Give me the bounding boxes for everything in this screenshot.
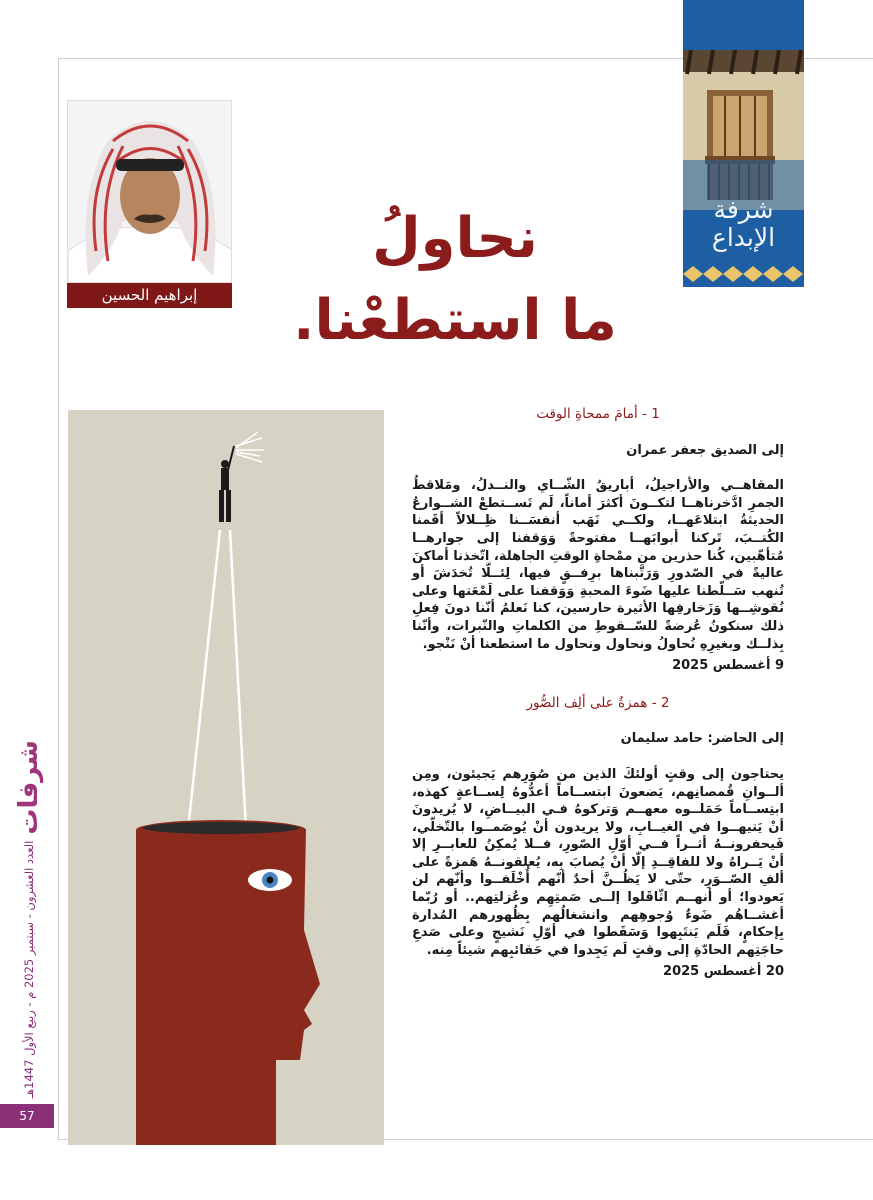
title-line2: ما استطعْنا. (293, 288, 617, 353)
magazine-spine (4, 740, 54, 1100)
illustration (68, 410, 384, 1145)
author-photo (67, 100, 232, 283)
section-1-date-text: 9 أغسطس 2025 (672, 658, 784, 674)
author-name: إبراهيم الحسين (67, 283, 232, 308)
issue-info: العدد العشرون - سبتمبر 2025 م - ربيع الأول 1447هـ (22, 840, 36, 1099)
section-2-date (412, 963, 784, 981)
section-1-date (412, 657, 784, 675)
section-2-body: يحتاجون إلى وقتٍ أولئكَ الذين من صُوَرِهم يَجيئون، ومِن ألــوانِ قُمصانِهم، يَضعونَ ابتســاماً أعدُّوهُ لِســاعةٍ كهذه، ابتِســاماً حَمَلــوه معهــم وَتركوهُ فـي البيــاضِ، لا يُريدونَ أنْ يَتيهــوا في الغيــابِ، ولا يريدون أنْ يُوصَمــوا بالتّخلّي، فَيحفرونــهُ أثــراً فــي أوّلِ الصّورِ، فــلا يُمكِنُ للعابــرِ إلا أنْ يَــراهُ ولا للفاقِــدِ إلّا أنْ يُصابَ بِه، يُعلقونــهُ هَمزةً على ألفِ الصّــوَرِ، حتّى لا يَظُــنَّ أحدٌ أنّهم أُخْلَفــوا وأنّهم لن يَعودوا؛ أو أنهــم اثّاقَلوا إلــى صَمتِهِم وعُزلتِهم.. أو رُبّما أغشــاهُم ضَوءٌ وُجوهِهم وانشغالُهم بِظُهورهم المُدارة بِإحكامٍ، فَلَم يَنتَبِهوا وَسَقَطوا في أوّلِ نَشيجٍ وعلى صَدعِ حاجَتِهم الحادّةِ إلى وقتٍ لَم يَجِدوا في حَقائبِهم شيئاً مِنه. (412, 766, 784, 958)
section-tab-label-line1: شرفة (713, 195, 774, 224)
ornament-pattern (683, 262, 804, 287)
article-text (412, 398, 784, 981)
section-2-date-text: 20 أغسطس 2025 (663, 964, 784, 980)
page-title (285, 198, 625, 362)
magazine-logo: شرفات (14, 740, 44, 835)
section-2-heading: 2 - همزةٌ على ألِف الصُّور (526, 694, 670, 711)
section-1-body: المقاهــي والأراجيلُ، أباريقُ الشّــاي والنــدلُ، ومَلاقطُ الجمرِ ادَّخرناهــا لتكــونَ أكثرَ أماناً، لَم تَســتطعْ الشــوارعُ الحديثةُ ابتلاعَهــا، ولكــي نَهَب أنفسَــنا ظِــلالاً أقَمنا الكُتــبَ، تَركنا أبوابَهــا مفتوحةً وَوَقفنا إلى جوارهــا مُتأهّبين، كُنا حذرين من ممْحاةِ الوقتِ الجاهلة، اتّخذنا أماكنَ عاليةً في الصّدورِ وَرَتَّبناها برِفــقٍ فيها، لِئــلّا تُخدَشَ أو تُنهب سَــلّطنا عليها ضَوءَ المحبةِ وَوَقفنا على لَمْعَتها وعلى نُقوشِــها وَزَخارفِها الأثيرة حارسين، كنا نَعلمُ أنّنا دونَ فِعلِ ذلك سنكونُ عُرضةً للسّــقوطِ من الكلماتِ والنّبرات، وأنّنا بِذلــك وبغيرِهِ نُحاولُ ونحاول ونحاول ما استطعنا أنْ نَنْجو. (412, 478, 784, 652)
section-1-heading: 1 - أمامَ ممحاةِ الوقت (536, 406, 660, 422)
page-number: 57 (0, 1104, 54, 1128)
section-tab-label (683, 196, 804, 252)
section-1-dedication: إلى الصديق جعفر عمران (626, 442, 784, 458)
title-line1: نحاولُ (372, 206, 538, 271)
section-2-dedication: إلى الحاضر: حامد سليمان (620, 731, 784, 747)
section-tab (683, 0, 804, 287)
balcony-photo (683, 50, 804, 210)
section-tab-label-line2: الإبداع (711, 223, 776, 252)
